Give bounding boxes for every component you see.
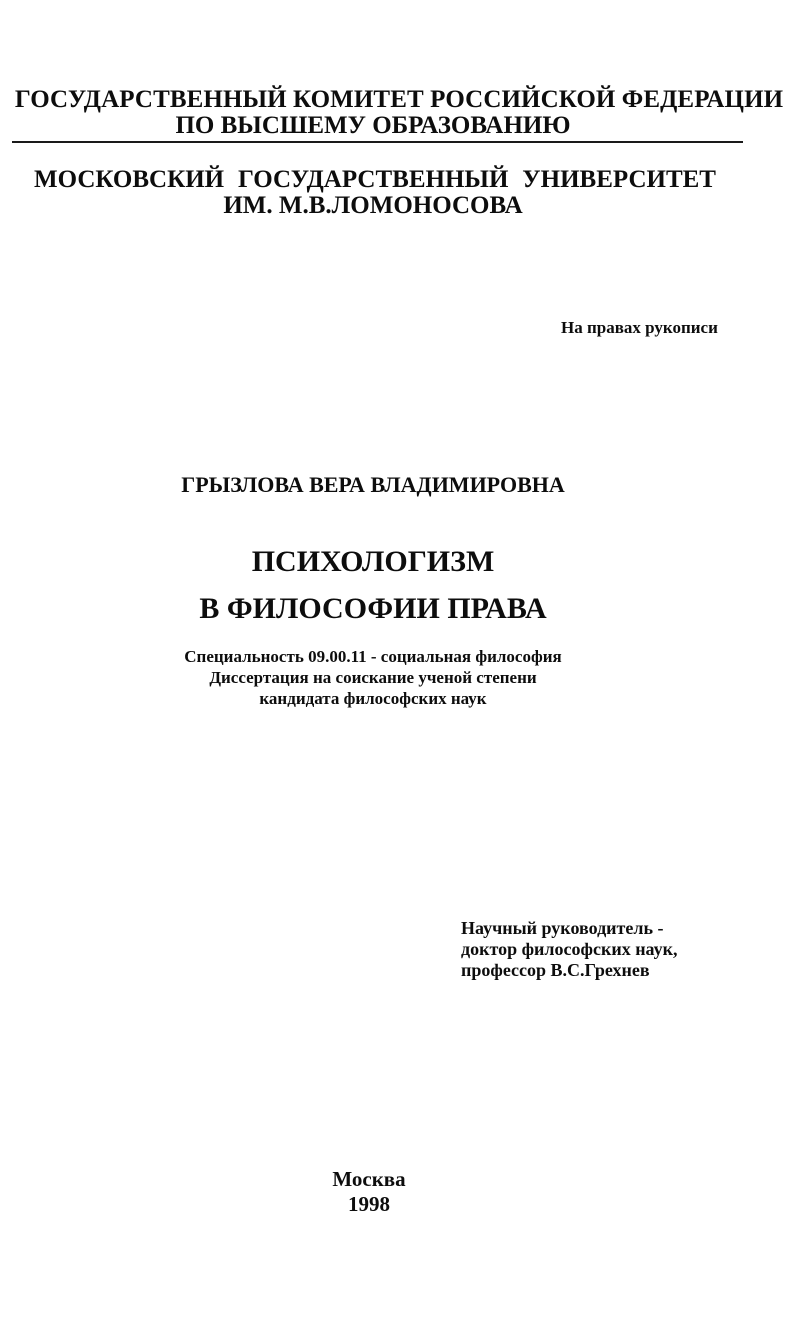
degree-line-2: кандидата философских наук — [259, 689, 487, 708]
author-name: ГРЫЗЛОВА ВЕРА ВЛАДИМИРОВНА — [181, 472, 565, 497]
year: 1998 — [348, 1192, 390, 1216]
dissertation-title-line-2: В ФИЛОСОФИИ ПРАВА — [199, 592, 547, 625]
manuscript-rights-note: На правах рукописи — [561, 318, 718, 337]
university-word-2: ГОСУДАРСТВЕННЫЙ — [238, 166, 509, 193]
ministry-line-1: ГОСУДАРСТВЕННЫЙ КОМИТЕТ РОССИЙСКОЙ ФЕДЕРАЦИИ — [14, 86, 784, 113]
degree-line-1: Диссертация на соискание ученой степени — [209, 668, 537, 687]
university-word-1: МОСКОВСКИЙ — [34, 166, 225, 193]
city: Москва — [332, 1167, 406, 1191]
dissertation-title-line-1: ПСИХОЛОГИЗМ — [251, 545, 495, 578]
supervisor-name: профессор В.С.Грехнев — [461, 960, 650, 980]
university-line-1 — [34, 166, 716, 194]
university-word-3: УНИВЕРСИТЕТ — [522, 166, 716, 193]
university-line-2: ИМ. М.В.ЛОМОНОСОВА — [223, 192, 523, 219]
specialty-line: Специальность 09.00.11 - социальная философия — [184, 647, 562, 666]
ministry-line-2: ПО ВЫСШЕМУ ОБРАЗОВАНИЮ — [175, 112, 571, 139]
supervisor-degree: доктор философских наук, — [461, 939, 678, 959]
header-divider — [12, 141, 743, 143]
supervisor-label: Научный руководитель - — [461, 918, 664, 938]
